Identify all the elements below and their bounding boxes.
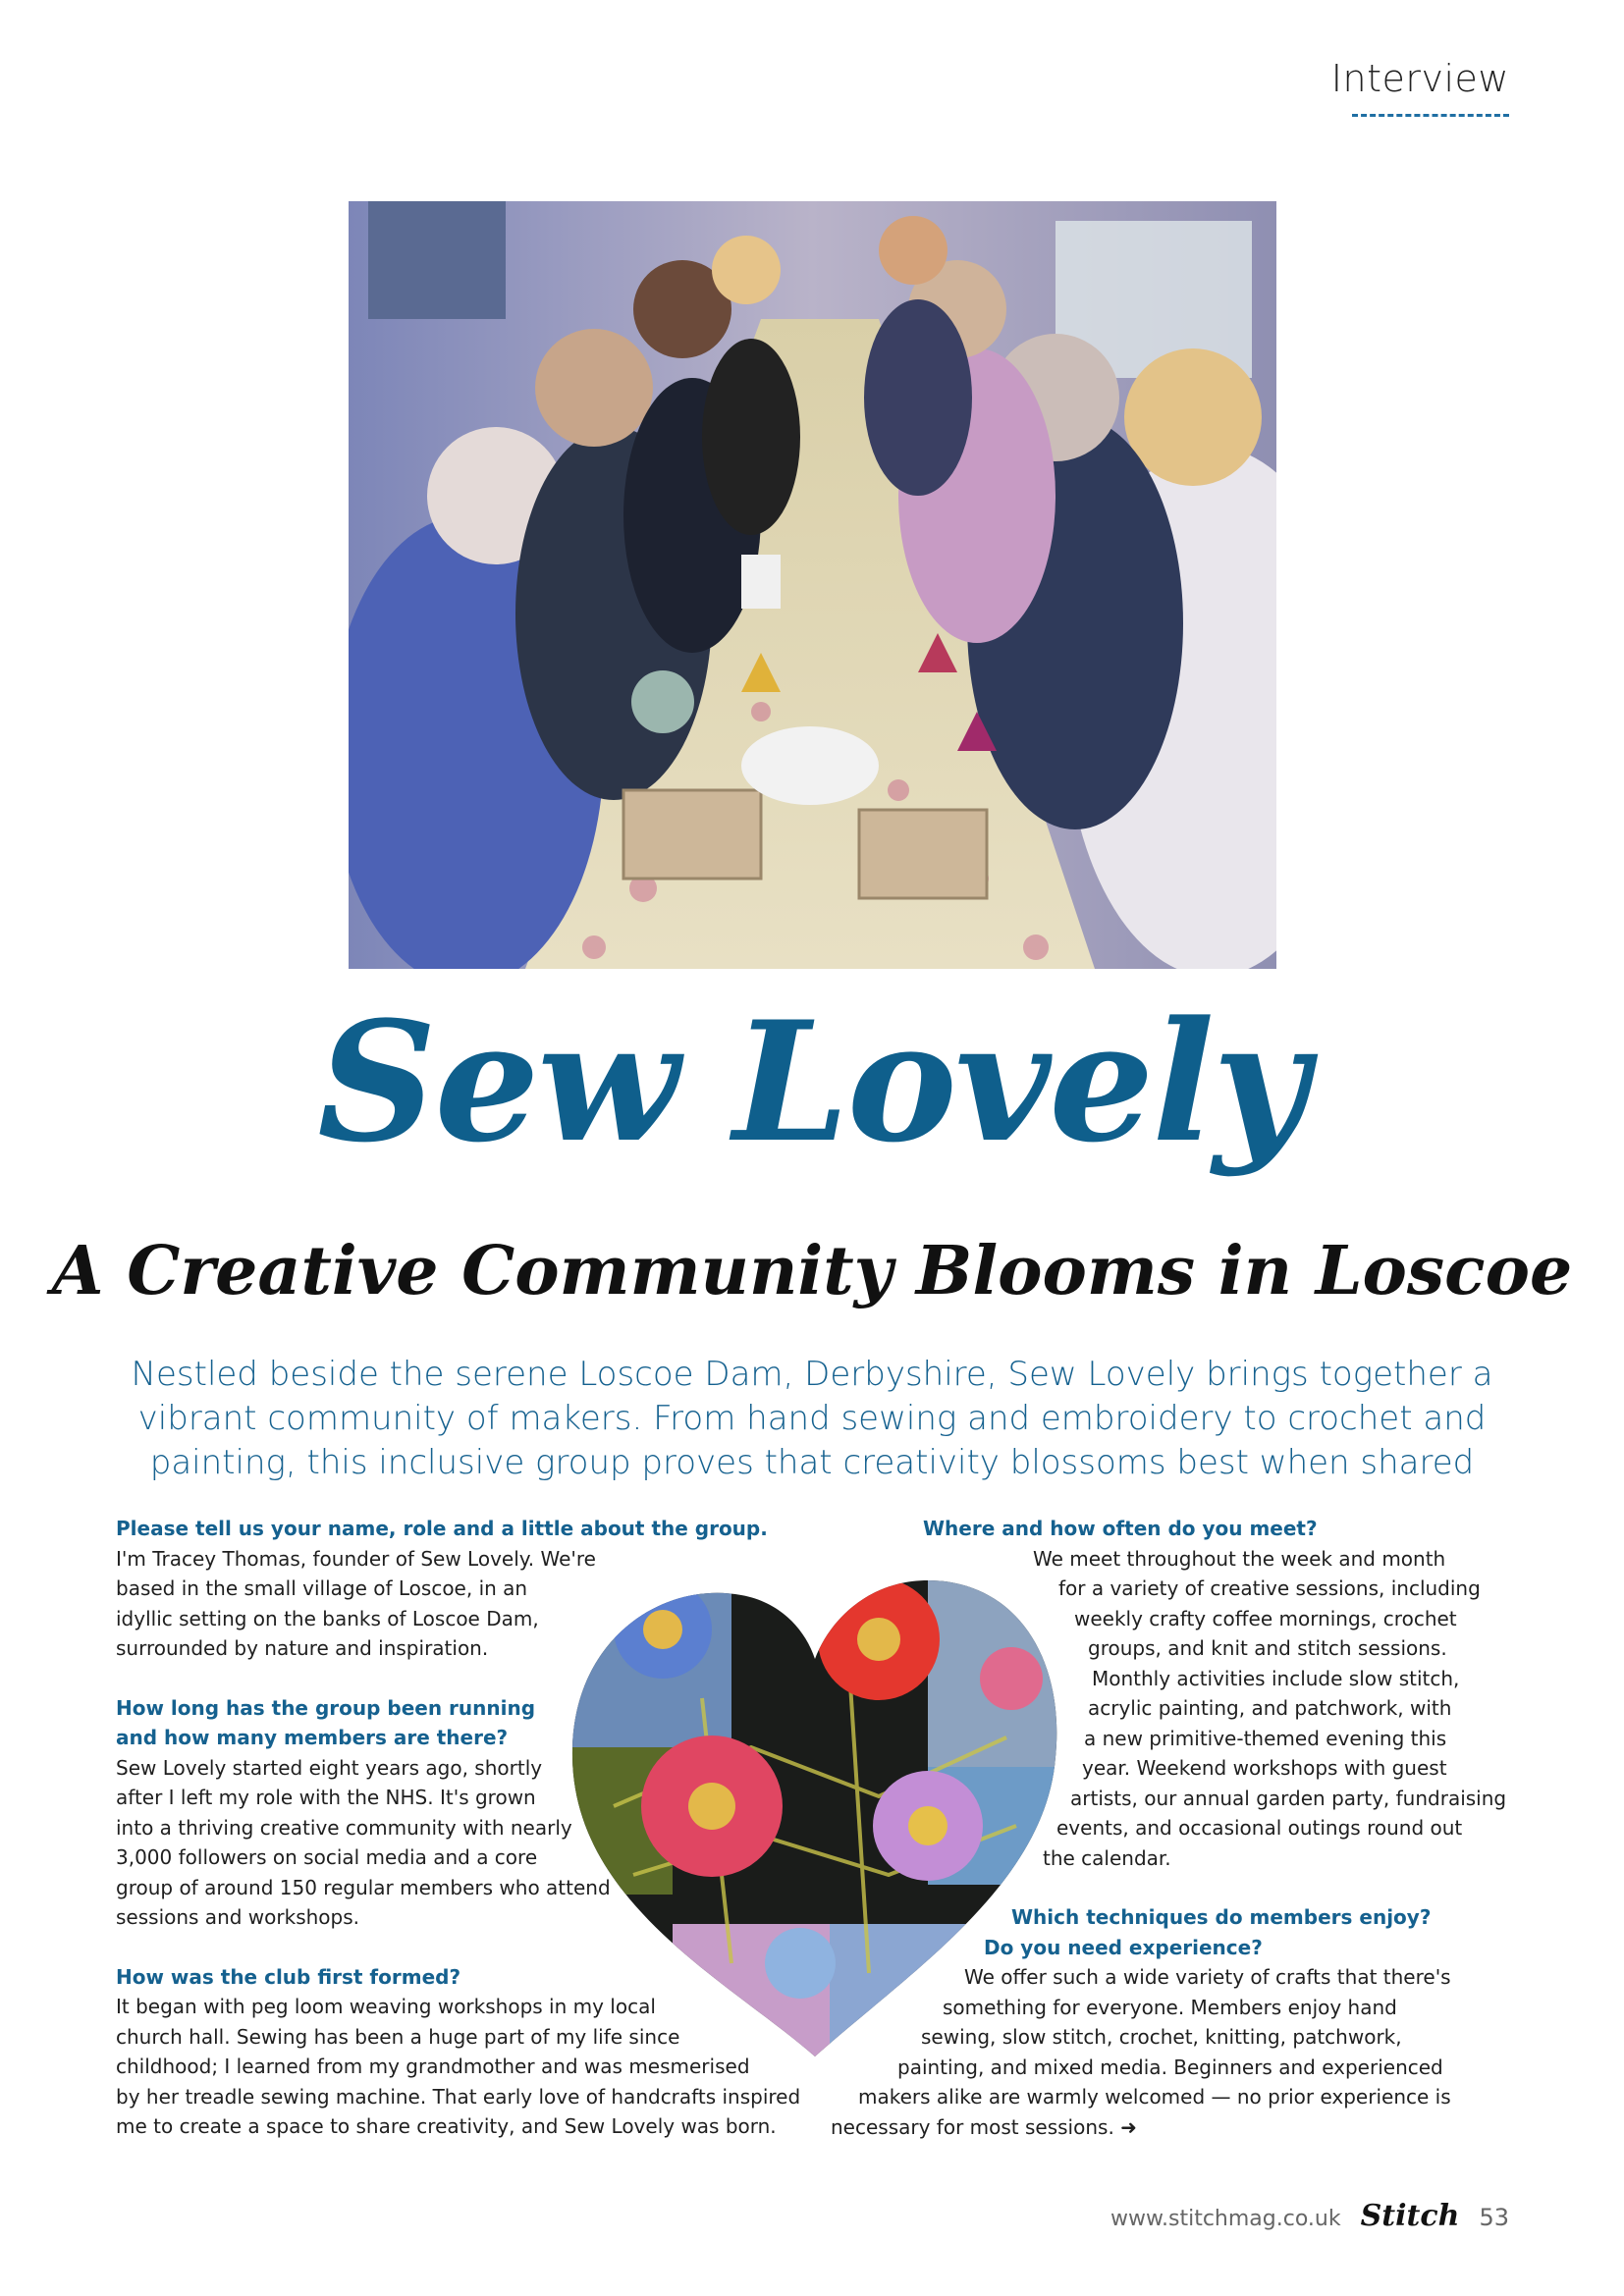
article-title: Sew Lovely xyxy=(317,985,1307,1179)
answer-line: for a variety of creative sessions, including xyxy=(1058,1576,1481,1600)
page-footer xyxy=(1110,2199,1509,2233)
answer-line: idyllic setting on the banks of Loscoe Dam, xyxy=(116,1606,539,1630)
question-heading: Which techniques do members enjoy? xyxy=(1011,1905,1432,1929)
standfirst-line: vibrant community of makers. From hand sewing and embroidery to crochet and xyxy=(137,1399,1487,1438)
standfirst-line: Nestled beside the serene Loscoe Dam, Derbyshire, Sew Lovely brings together a xyxy=(131,1355,1493,1394)
answer-line: me to create a space to share creativity, and Sew Lovely was born. xyxy=(116,2114,777,2138)
question-heading: Please tell us your name, role and a little about the group. xyxy=(116,1517,768,1540)
answer-line: the calendar. xyxy=(1043,1845,1171,1870)
answer-line: We meet throughout the week and month xyxy=(1033,1546,1446,1571)
section-label-underline xyxy=(1352,114,1509,117)
answer-line: sessions and workshops. xyxy=(116,1905,359,1929)
section-label: Interview xyxy=(1330,57,1509,100)
question-heading: How was the club first formed? xyxy=(116,1964,461,1989)
answer-line: groups, and knit and stitch sessions. xyxy=(1088,1636,1447,1660)
answer-line: I'm Tracey Thomas, founder of Sew Lovely. We're xyxy=(116,1546,596,1571)
answer-line: We offer such a wide variety of crafts that there's xyxy=(964,1965,1451,1989)
answer-line: It began with peg loom weaving workshops in my local xyxy=(116,1995,656,2018)
answer-line: group of around 150 regular members who attend xyxy=(116,1875,611,1899)
answer-line: Monthly activities include slow stitch, xyxy=(1092,1666,1460,1690)
standfirst xyxy=(108,1353,1516,1485)
question-heading: and how many members are there? xyxy=(116,1726,509,1749)
answer-line: makers alike are warmly welcomed — no prior experience is xyxy=(858,2085,1451,2109)
answer-line: into a thriving creative community with nearly xyxy=(116,1815,572,1840)
article-subtitle: A Creative Community Blooms in Loscoe xyxy=(51,1232,1573,1310)
question-heading: Where and how often do you meet? xyxy=(923,1517,1318,1540)
answer-line: after I left my role with the NHS. It's grown xyxy=(116,1786,536,1809)
answer-line: necessary for most sessions. ➜ xyxy=(831,2114,1137,2139)
answer-line: acrylic painting, and patchwork, with xyxy=(1088,1696,1452,1720)
answer-line: 3,000 followers on social media and a core xyxy=(116,1845,538,1869)
answer-line: artists, our annual garden party, fundraising xyxy=(1070,1786,1507,1810)
standfirst-line: painting, this inclusive group proves that creativity blossoms best when shared xyxy=(149,1443,1475,1482)
answer-line: by her treadle sewing machine. That early love of handcrafts inspired xyxy=(116,2084,801,2109)
embroidered-heart-image xyxy=(555,1551,1075,2071)
footer-website-link[interactable]: www.stitchmag.co.uk xyxy=(1110,2207,1341,2231)
answer-line: weekly crafty coffee mornings, crochet xyxy=(1074,1606,1457,1630)
answer-line: year. Weekend workshops with guest xyxy=(1082,1756,1447,1780)
answer-line: surrounded by nature and inspiration. xyxy=(116,1636,489,1660)
answer-line: childhood; I learned from my grandmother and was mesmerised xyxy=(116,2055,750,2078)
answer-line: painting, and mixed media. Beginners and experienced xyxy=(897,2055,1443,2079)
answer-line: sewing, slow stitch, crochet, knitting, patchwork, xyxy=(921,2025,1402,2049)
answer-line: a new primitive-themed evening this xyxy=(1084,1726,1447,1750)
question-heading: Do you need experience? xyxy=(984,1935,1263,1959)
answer-line: events, and occasional outings round out xyxy=(1056,1816,1463,1840)
answer-line: something for everyone. Members enjoy hand xyxy=(943,1995,1397,2019)
answer-line: based in the small village of Loscoe, in an xyxy=(116,1576,528,1600)
magazine-logo: Stitch xyxy=(1360,2199,1460,2233)
photo-illustration xyxy=(349,201,1276,969)
craft-group-photo xyxy=(349,201,1276,969)
answer-line: Sew Lovely started eight years ago, shortly xyxy=(116,1755,543,1780)
page-number: 53 xyxy=(1479,2204,1509,2231)
question-heading: How long has the group been running xyxy=(116,1695,536,1720)
answer-line: church hall. Sewing has been a huge part of my life since xyxy=(116,2024,680,2049)
